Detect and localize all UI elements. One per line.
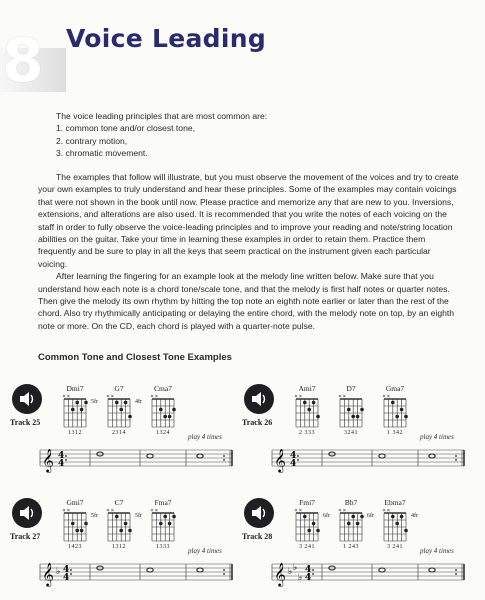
chord-name: C7	[114, 498, 124, 507]
muted-string-mark: ×	[294, 508, 298, 514]
finger-dot	[404, 529, 408, 533]
finger-dot	[128, 415, 132, 419]
principle-item: 3. chromatic movement.	[56, 148, 148, 159]
treble-clef-icon: 𝄞	[42, 562, 54, 586]
track-label: Track 27	[10, 532, 41, 541]
chord-name: G7	[114, 384, 124, 393]
finger-dot	[347, 522, 351, 526]
finger-dot	[351, 515, 355, 519]
repeat-dot	[312, 573, 314, 575]
fretboard-grid	[380, 393, 410, 429]
fretboard-grid	[148, 393, 178, 429]
fretboard-grid	[292, 507, 322, 543]
flat-sign: ♭	[293, 563, 298, 573]
muted-string-mark: ×	[342, 394, 347, 400]
muted-string-mark: ×	[110, 508, 115, 514]
finger-dot	[75, 529, 79, 533]
finger-dot	[400, 515, 404, 519]
repeat-dot	[70, 569, 72, 571]
finger-dot	[307, 408, 311, 412]
speaker-icon[interactable]	[12, 498, 42, 528]
speaker-icon[interactable]	[12, 384, 42, 414]
finger-dot	[115, 401, 119, 405]
chord-name: Ebma7	[384, 498, 406, 507]
chord-diagram	[292, 498, 330, 550]
chord-diagram	[336, 498, 374, 550]
repeat-dot	[70, 573, 72, 575]
chord-diagram	[104, 384, 142, 436]
finger-dot	[307, 529, 311, 533]
finger-dot	[163, 515, 167, 519]
finger-dot	[124, 401, 128, 405]
finger-dot	[356, 415, 360, 419]
chord-name: Dmi7	[66, 384, 84, 393]
finger-dot	[404, 415, 408, 419]
fretboard-grid	[336, 507, 366, 543]
flat-sign: ♭	[298, 573, 303, 583]
treble-clef-icon: 𝄞	[274, 448, 286, 472]
intro-lead: The voice leading principles that are most common are:	[56, 111, 268, 121]
finger-dot	[400, 408, 404, 412]
chord-diagram	[148, 498, 178, 550]
fingering-numbers: 1333	[156, 544, 170, 550]
finger-dot	[360, 408, 364, 412]
flat-sign: ♭	[56, 567, 61, 577]
whole-note	[379, 454, 385, 458]
chord-name: Gmi7	[66, 498, 84, 507]
fret-position-label: 6fr	[367, 513, 374, 519]
finger-dot	[115, 515, 119, 519]
whole-note	[197, 568, 203, 572]
principles-list	[56, 122, 456, 159]
paragraph: The examples that follow will illustrate, but you must observe the movement of the voices and try to create your own examples to truly understand and hear these principles. Some of the examples may contain voicings that were not shown in the book until now. Please practice and memorize any that are new to you. Inversions, extensions, and alterations are also used. It is recommended that you write the notes of each voicing on the staff in order to fully observe the voice-leading principles and to improve your reading and note/string location abilities on the guitar. Take your time in learning these examples in order to retain them. Practice them frequently and be sure to play in all the keys that seem practical on the instrument given each particular voicing.	[38, 172, 459, 269]
finger-dot	[71, 522, 75, 526]
track-label: Track 25	[10, 418, 41, 427]
muted-string-mark: ×	[298, 508, 303, 514]
whole-note	[429, 568, 435, 572]
chord-name: Fma7	[154, 498, 172, 507]
whole-note	[147, 568, 153, 572]
finger-dot	[360, 515, 364, 519]
finger-dot	[128, 529, 132, 533]
chord-diagram	[148, 384, 178, 436]
principle-item: 2. contrary motion,	[56, 135, 128, 146]
finger-dot	[75, 401, 79, 405]
repeat-dot	[455, 459, 457, 461]
whole-note	[429, 454, 435, 458]
finger-dot	[80, 408, 84, 412]
repeat-dot	[223, 569, 225, 571]
repeat-dot	[223, 573, 225, 575]
fingering-numbers: 1423	[68, 544, 82, 550]
chord-name: Cma7	[154, 384, 172, 393]
example-track-26	[240, 384, 472, 484]
repeat-dot	[223, 459, 225, 461]
play-instruction: play 4 times	[188, 547, 222, 555]
chapter-title: Voice Leading	[66, 24, 267, 53]
finger-dot	[347, 408, 351, 412]
muted-string-mark: ×	[154, 508, 159, 514]
finger-dot	[163, 415, 167, 419]
play-instruction: play 4 times	[420, 547, 454, 555]
muted-string-mark: ×	[382, 394, 386, 400]
whole-note	[197, 454, 203, 458]
section-heading: Common Tone and Closest Tone Examples	[38, 352, 232, 363]
fingering-numbers: 1 342	[387, 430, 403, 436]
chord-diagram	[60, 384, 98, 436]
music-staff	[270, 554, 466, 594]
body-text	[38, 171, 460, 332]
repeat-dot	[455, 569, 457, 571]
finger-dot	[119, 408, 123, 412]
finger-dot	[168, 415, 172, 419]
chord-name: Gma7	[385, 384, 405, 393]
muted-string-mark: ×	[386, 394, 391, 400]
fretboard-grid	[104, 393, 134, 429]
example-track-28	[240, 498, 472, 598]
chord-name: D7	[346, 384, 356, 393]
fretboard-grid	[380, 507, 410, 543]
time-signature: 4	[290, 451, 297, 461]
finger-dot	[124, 522, 128, 526]
time-signature: 4	[63, 573, 70, 583]
muted-string-mark: ×	[342, 508, 347, 514]
muted-string-mark: ×	[298, 394, 303, 400]
chapter-number: 8	[2, 26, 44, 96]
repeat-dot	[455, 455, 457, 457]
repeat-dot	[297, 455, 299, 457]
music-staff	[270, 440, 466, 480]
finger-dot	[356, 522, 360, 526]
finger-dot	[84, 401, 88, 405]
fingering-numbers: 1 243	[343, 544, 359, 550]
chord-name: Ami7	[298, 384, 316, 393]
chord-diagram	[380, 384, 410, 436]
muted-string-mark: ×	[338, 394, 342, 400]
chord-diagram	[60, 498, 98, 550]
finger-dot	[172, 408, 176, 412]
chord-diagram	[104, 498, 142, 550]
repeat-dot	[223, 455, 225, 457]
muted-string-mark: ×	[150, 394, 154, 400]
repeat-dot	[455, 573, 457, 575]
finger-dot	[312, 522, 316, 526]
muted-string-mark: ×	[106, 394, 110, 400]
flat-sign: ♭	[288, 567, 293, 577]
track-label: Track 28	[242, 532, 273, 541]
finger-dot	[316, 415, 320, 419]
time-signature: 4	[58, 451, 65, 461]
muted-string-mark: ×	[110, 394, 115, 400]
fretboard-grid	[104, 507, 134, 543]
fingering-numbers: 3241	[344, 430, 358, 436]
fret-position-label: 5fr	[91, 513, 98, 519]
speaker-icon[interactable]	[244, 498, 274, 528]
finger-dot	[391, 515, 395, 519]
muted-string-mark: ×	[150, 508, 154, 514]
track-label: Track 26	[242, 418, 273, 427]
muted-string-mark: ×	[62, 508, 66, 514]
finger-dot	[391, 401, 395, 405]
finger-dot	[168, 522, 172, 526]
finger-dot	[312, 401, 316, 405]
chord-name: Bb7	[344, 498, 358, 507]
fret-position-label: 5fr	[91, 399, 98, 405]
muted-string-mark: ×	[386, 508, 391, 514]
muted-string-mark: ×	[154, 394, 159, 400]
finger-dot	[316, 529, 320, 533]
muted-string-mark: ×	[66, 508, 71, 514]
paragraph: After learning the fingering for an example look at the melody line written below. Make sure that you understand how each note is a chord tone/scale tone, and that the melody is first half notes or quarter notes. Then give the melody its own rhythm by hitting the top note an eighth note earlier or later than the rest of the chord. Also try rhythmically anticipating or delaying the entire chord, with the melody note on top, by an eighth note or more. On the CD, each chord is played with a quarter-note pulse.	[38, 271, 455, 331]
finger-dot	[159, 522, 163, 526]
fingering-numbers: 1312	[112, 544, 126, 550]
fretboard-grid	[336, 393, 366, 429]
finger-dot	[84, 522, 88, 526]
chord-diagram	[292, 384, 322, 436]
muted-string-mark: ×	[294, 394, 298, 400]
example-track-25	[8, 384, 240, 484]
play-instruction: play 4 times	[420, 433, 454, 441]
time-signature: 4	[305, 573, 312, 583]
music-staff	[38, 554, 234, 594]
time-signature: 4	[305, 565, 312, 575]
whole-note	[379, 568, 385, 572]
repeat-dot	[65, 455, 67, 457]
fretboard-grid	[60, 507, 90, 543]
finger-dot	[80, 529, 84, 533]
chord-name: Fmi7	[299, 498, 315, 507]
chord-diagram	[336, 384, 366, 436]
fingering-numbers: 3 241	[299, 544, 315, 550]
repeat-dot	[65, 459, 67, 461]
fingering-numbers: 3 241	[387, 544, 403, 550]
fret-position-label: 4fr	[135, 399, 142, 405]
fret-position-label: 5fr	[135, 513, 142, 519]
example-track-27	[8, 498, 240, 598]
speaker-icon[interactable]	[244, 384, 274, 414]
treble-clef-icon: 𝄞	[274, 562, 286, 586]
finger-dot	[303, 401, 307, 405]
treble-clef-icon: 𝄞	[42, 448, 54, 472]
fretboard-grid	[148, 507, 178, 543]
muted-string-mark: ×	[62, 394, 66, 400]
whole-note	[147, 454, 153, 458]
play-instruction: play 4 times	[188, 433, 222, 441]
fingering-numbers: 1324	[156, 430, 170, 436]
finger-dot	[71, 408, 75, 412]
fretboard-grid	[292, 393, 322, 429]
finger-dot	[395, 415, 399, 419]
muted-string-mark: ×	[382, 508, 386, 514]
fretboard-grid	[60, 393, 90, 429]
time-signature: 4	[58, 459, 65, 469]
finger-dot	[351, 415, 355, 419]
muted-string-mark: ×	[66, 394, 71, 400]
finger-dot	[303, 515, 307, 519]
fingering-numbers: 2314	[112, 430, 126, 436]
repeat-dot	[297, 459, 299, 461]
time-signature: 4	[63, 565, 70, 575]
principle-item: 1. common tone and/or closest tone,	[56, 123, 196, 134]
time-signature: 4	[290, 459, 297, 469]
chord-diagram	[380, 498, 418, 550]
repeat-dot	[312, 569, 314, 571]
fret-position-label: 4fr	[411, 513, 418, 519]
music-staff	[38, 440, 234, 480]
fret-position-label: 6fr	[323, 513, 330, 519]
fingering-numbers: 2 333	[299, 430, 315, 436]
finger-dot	[119, 529, 123, 533]
finger-dot	[159, 408, 163, 412]
finger-dot	[395, 522, 399, 526]
muted-string-mark: ×	[338, 508, 342, 514]
intro	[56, 110, 456, 160]
fingering-numbers: 1312	[68, 430, 82, 436]
muted-string-mark: ×	[106, 508, 110, 514]
finger-dot	[172, 515, 176, 519]
